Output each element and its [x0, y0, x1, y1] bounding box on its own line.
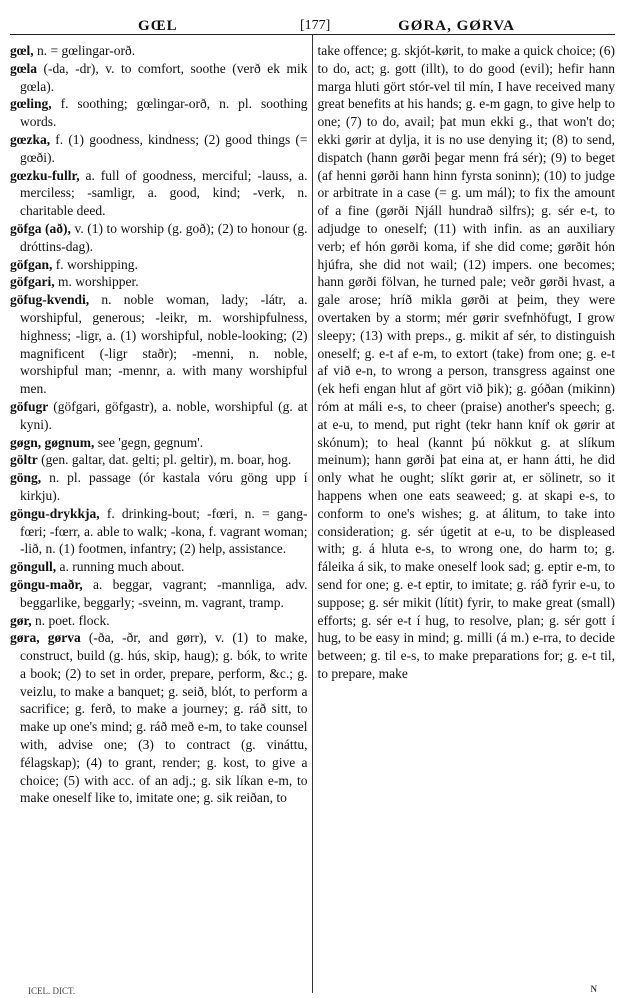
- entry-headword: göngu-drykkja,: [10, 505, 100, 521]
- dictionary-entry: [10, 220, 308, 256]
- entry-headword: göngull,: [10, 559, 57, 575]
- dictionary-entry: [10, 131, 308, 167]
- dictionary-entry: [10, 398, 308, 434]
- dictionary-entry: [10, 469, 308, 505]
- dictionary-entry: [10, 505, 308, 558]
- dictionary-entry: [10, 167, 308, 220]
- entry-headword: gœling,: [10, 96, 52, 112]
- dictionary-entry: [10, 95, 308, 131]
- entry-continuation: take offence; g. skjót-kørit, to make a quick choice; (6) to do, act; g. gott (illt), to do good (evil); hefir hann marga hluti gört stór-vel til mín, I have received many great benefits at his hands; g. e-m gagn, to give help to one; (7) to do, avail; þat mun ekki g., that won't do; ekki gørir at dylja, it is no use denying it; (8) to send, dispatch (hann gørði þegar menn frá sér); (9) to beget (af henni gørði hann hinn fyrsta soninn); (10) to judge or arbitrate in a case (= g. um mál); to fix the amount of a fine (gørði Njáll hundrað silfrs); g. sér e-t, to adjudge to oneself; (11) with infin. as an auxiliary verb; ef hón gørði koma, if she did come; gørðit hón hjúfra, she did not wail; (12) impers. one becomes; hann gørði fölvan, he turned pale; veðr gørði hvast, a gale arose; hríð mikla gørði at þeim, they were overtaken by a storm; mér gørir svefnhöfugt, I grow sleepy; (13) with preps., g. mikit af sér, to distinguish oneself; g. e-t af e-m, to extort (take) from one; g. e-t af við e-n, to wrong a person, transgress against one (ek hefi engan hlut af gört við þik); g. góðan (mikinn) róm at máli e-s, to cheer (praise) another's speech; g. at e-u, to mend, put right (tekr hann kníf ok gørir at skónum); to heal (kannt þú nökkut g. at slíkum meinum); hann gørði þat eina at, er hann átti, he did only what he ought; slíkt gørir at, er sölinetr, so it happens when one eats seaweed; g. at skapi e-s, to conform to one's wishes; g. at álitum, to take into consideration; g. sér úgetit at e-u, to be displeased with; g. á hluta e-s, to wrong one, do harm to; g. fáleika á sik, to make oneself look sad; g. eptir e-m, to send for one; g. e-t eptir, to imitate; g. ráð fyrir e-u, to suppose; g. sér mikit (lítit) fyrir, to make great (small) efforts; g. sér e-t í hug, to resolve, plan; g. sér gott í hug, to be easy in mind; g. milli (á m.) e-rra, to decide between; g. til e-s, to make preparations for; g. e-t til, to prepare, make: [317, 43, 615, 681]
- entry-headword: göngu-maðr,: [10, 576, 83, 592]
- entry-definition: f. soothing; gœlingar-orð, n. pl. soothing words.: [20, 96, 308, 130]
- dictionary-entry: [10, 291, 308, 398]
- entry-definition: n. = gœlingar-orð.: [33, 43, 136, 58]
- entry-definition: f. drinking-bout; -fœri, n. = gang-fœri; -fœrr, a. able to walk; -kona, f. vagrant woman; -lið, n. (1) footmen, infantry; (2) help, assistance.: [20, 505, 308, 557]
- dictionary-entry: [10, 576, 308, 612]
- entry-definition: n. noble woman, lady; -látr, a. worshipful, generous; -leikr, m. worshipfulness, highness; -ligr, a. (1) worshipful, noble-looking; (2) magnificent (-ligr staðr); -menni, n. noble, worshipful man; -mennr, a. with many worshipful men.: [20, 292, 308, 397]
- dictionary-entry: [10, 60, 308, 96]
- entry-definition: see 'gegn, gegnum'.: [94, 434, 204, 450]
- entry-headword: göfug-kvendi,: [10, 292, 90, 308]
- entry-headword: gœzku-fullr,: [10, 167, 80, 183]
- right-column: [312, 35, 615, 993]
- two-column-body: [10, 35, 615, 993]
- dictionary-entry: [10, 42, 308, 60]
- page-number: [177]: [300, 18, 331, 33]
- dictionary-entry: [10, 612, 308, 630]
- entry-definition: n. poet. flock.: [31, 612, 110, 628]
- entry-definition: f. worshipping.: [52, 256, 138, 272]
- entry-definition: (gen. galtar, dat. gelti; pl. geltir), m. boar, hog.: [37, 452, 292, 468]
- header-left-guideword: GŒL: [138, 18, 178, 34]
- entry-definition: (göfgari, göfgastr), a. noble, worshipful (g. at kyni).: [20, 398, 308, 432]
- entry-headword: gør,: [10, 612, 32, 628]
- signature-mark: ICEL. DICT.: [28, 986, 76, 996]
- entry-definition: n. pl. passage (ór kastala vóru göng upp í kirkju).: [20, 470, 308, 503]
- left-column: [10, 35, 312, 993]
- header-right-guideword: GØRA, GØRVA: [398, 18, 515, 34]
- entry-headword: göfgari,: [10, 274, 55, 290]
- entry-headword: göng,: [10, 470, 42, 486]
- entry-definition: a. beggar, vagrant; -mannliga, adv. beggarlike, beggarly; -sveinn, m. vagrant, tramp.: [20, 576, 308, 610]
- page-footer: [28, 984, 597, 998]
- entry-headword: göfgan,: [10, 256, 53, 272]
- entry-definition: f. (1) goodness, kindness; (2) good things (= gœði).: [20, 131, 308, 165]
- entry-definition: v. (1) to worship (g. goð); (2) to honour (g. dróttins-dag).: [20, 220, 308, 254]
- entry-headword: göfugr: [10, 398, 49, 414]
- dictionary-entry: [10, 273, 308, 291]
- entry-headword: gœl,: [10, 43, 34, 58]
- entry-headword: gœla: [10, 60, 37, 76]
- entry-definition: m. worshipper.: [54, 274, 139, 290]
- dictionary-entry: [10, 451, 308, 469]
- running-header: [10, 10, 615, 35]
- entry-headword: gøgn, gøgnum,: [10, 434, 95, 450]
- entry-headword: göfga (að),: [10, 220, 71, 236]
- dictionary-entry: [10, 434, 308, 452]
- dictionary-entry: [10, 629, 308, 807]
- dictionary-entry: [10, 558, 308, 576]
- entry-headword: gøra, gørva: [10, 630, 81, 646]
- entry-definition: a. running much about.: [56, 559, 185, 575]
- entry-definition: (-ða, -ðr, and gørr), v. (1) to make, construct, build (g. hús, skip, haug); g. bók, to write a book; (2) to set in order, prepare, perform, &c.; g. veizlu, to make a banquet; g. seið, blót, to perform a sacrifice; g. ferð, to make a journey; g. ráð sitt, to make up one's mind; g. ráð með e-m, to take counsel with, advise one; (3) to contract (g. vináttu, félagskap); (4) to grant, render; g. kost, to give a choice; (5) with acc. of an adj.; g. sik líkan e-m, to make oneself like to, imitate one; g. sik reiðan, to: [20, 630, 308, 806]
- entry-headword: göltr: [10, 452, 38, 468]
- gathering-mark: N: [590, 984, 597, 994]
- entry-definition: a. full of goodness, merciful; -lauss, a. merciless; -samligr, a. good, kind; -verk, n. charitable deed.: [20, 167, 308, 219]
- entry-headword: gœzka,: [10, 131, 51, 147]
- entry-definition: (-da, -dr), v. to comfort, soothe (verð ek mik gœla).: [20, 60, 308, 94]
- dictionary-entry: [10, 256, 308, 274]
